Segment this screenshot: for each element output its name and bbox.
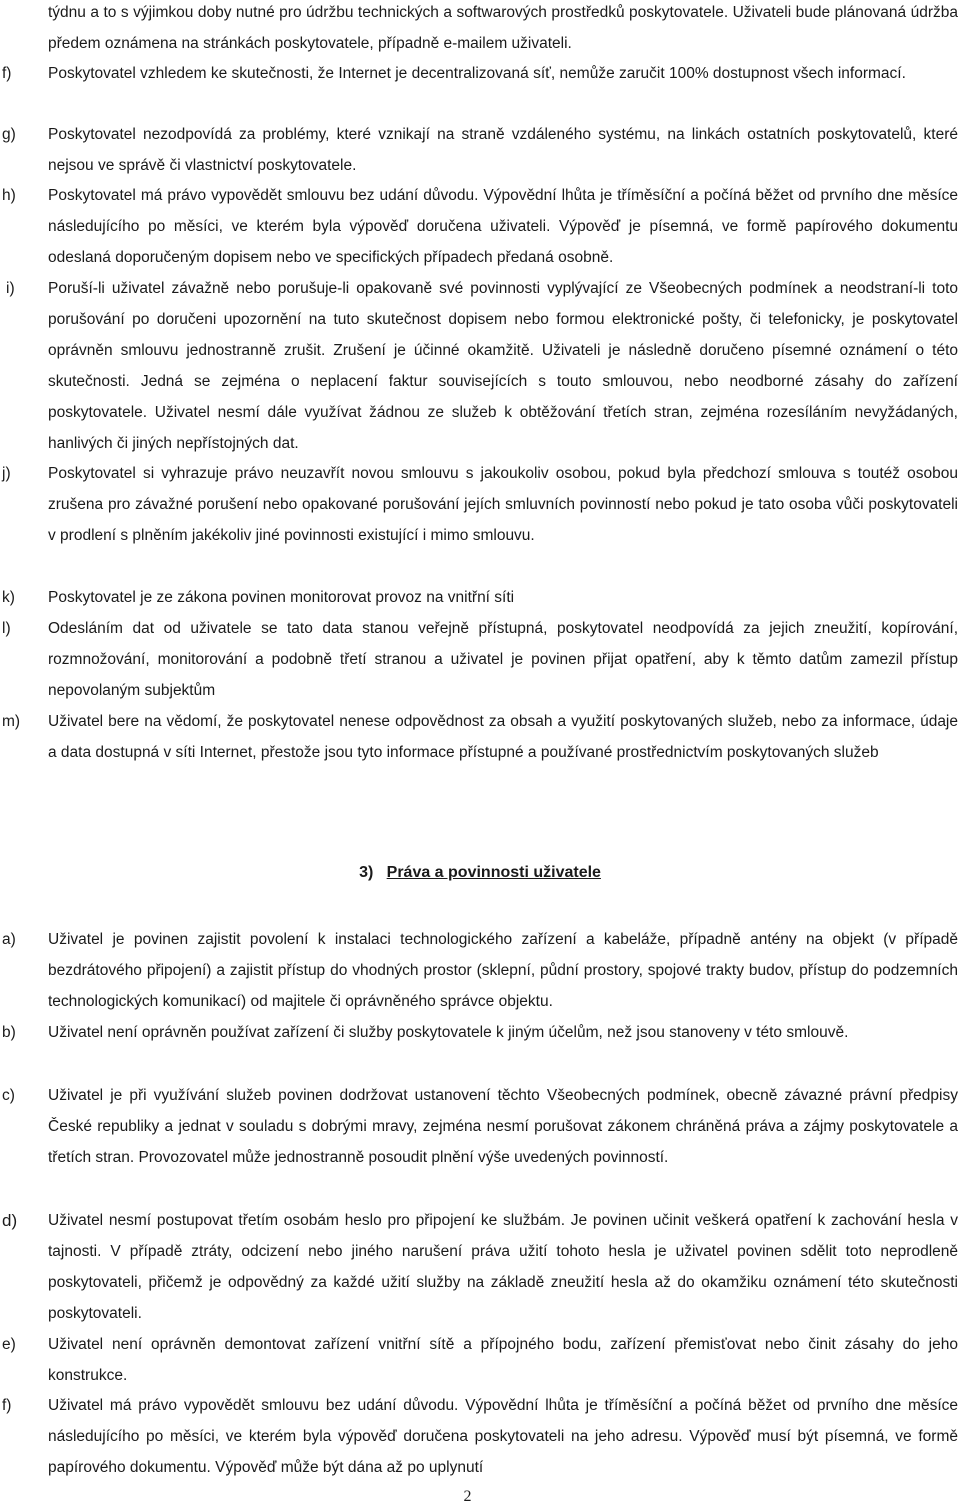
item-label: c) xyxy=(2,1087,15,1104)
paragraph-text: týdnu a to s výjimkou doby nutné pro údržbu technických a softwarových prostředků poskytovatele. Uživateli bude plánovaná údržba předem oznámena na stránkách poskytovatele, případně e-mailem uživateli. xyxy=(48,4,958,52)
item-label: a) xyxy=(2,931,16,948)
item-label: f) xyxy=(2,65,12,82)
item-text: Uživatel není oprávněn demontovat zařízení vnitřní sítě a přípojného bodu, zařízení přemisťovat nebo činit zásahy do jeho konstrukce. xyxy=(48,1336,958,1384)
item-text: Uživatel bere na vědomí, že poskytovatel nenese odpovědnost za obsah a využití poskytovaných služeb, nebo za informace, údaje a data dostupná v síti Internet, přestože jsou tyto informace přístupné a používané prostřednictvím poskytovaných služeb xyxy=(48,713,958,761)
item-label: m) xyxy=(2,713,21,730)
item-text: Poskytovatel si vyhrazuje právo neuzavřít novou smlouvu s jakoukoliv osobou, pokud byla předchozí smlouva s toutéž osobou zrušena pro závažné porušení nebo opakované porušování jejích smluvních povinností nebo pokud je tato osoba vůči poskytovateli v prodlení s plněním jakékoliv jiné povinnosti existující i mimo smlouvu. xyxy=(48,465,958,544)
item-label: i) xyxy=(6,280,15,297)
item-text: Uživatel nesmí postupovat třetím osobám heslo pro připojení ke službám. Je povinen učinit veškerá opatření k zachování hesla v tajnosti. V případě ztráty, odcizení nebo jiného narušení práva užití tohoto hesla je uživatel povinen sdělit toto neprodleně poskytovateli, přičemž je odpovědný za každé užití služby na základě zneužití hesla až do okamžiku oznámení této skutečnosti poskytovateli. xyxy=(48,1212,958,1322)
page-number: 2 xyxy=(463,1488,472,1505)
item-text: Uživatel je při využívání služeb povinen dodržovat ustanovení těchto Všeobecných podmínek, obecně závazné právní předpisy České republiky a jednat v souladu s dobrými mravy, zejména nesmí porušovat zákonem chráněná práva a zájmy poskytovatele a třetích stran. Provozovatel může jednostranně posoudit plnění výše uvedených povinností. xyxy=(48,1087,958,1166)
item-text: Poskytovatel nezodpovídá za problémy, které vznikají na straně vzdáleného systému, na linkách ostatních poskytovatelů, které nejsou ve správě či vlastnictví poskytovatele. xyxy=(48,126,958,174)
section-number: 3) xyxy=(359,864,374,881)
item-text: Uživatel má právo vypovědět smlouvu bez udání důvodu. Výpovědní lhůta je tříměsíční a počíná běžet od prvního dne měsíce následujícího po měsíci, ve kterém byla výpověď doručena poskytovateli na jeho adresu. Výpověď musí být písemná, ve formě papírového dokumentu. Výpověď může být dána až po uplynutí xyxy=(48,1397,958,1476)
item-text: Poskytovatel má právo vypovědět smlouvu bez udání důvodu. Výpovědní lhůta je tříměsíční a počíná běžet od prvního dne měsíce následujícího po měsíci, ve kterém byla výpověď doručena uživateli. Výpověď je písemná, ve formě papírového dokumentu odeslaná doporučeným dopisem nebo ve specifických případech předaná osobně. xyxy=(48,187,958,266)
item-label: k) xyxy=(2,589,15,606)
item-label: e) xyxy=(2,1336,16,1353)
item-text: Odesláním dat od uživatele se tato data stanou veřejně přístupná, poskytovatel neodpovídá za jejich zneužití, kopírování, rozmnožování, monitorování a podobně třetí stranou a uživatel je povinen přijat opatření, aby k těmto datům zamezil přístup nepovolaným subjektům xyxy=(48,620,958,699)
item-label: b) xyxy=(2,1024,16,1041)
section-title-text: Práva a povinnosti uživatele xyxy=(386,864,601,881)
item-text: Uživatel není oprávněn používat zařízení či služby poskytovatele k jiným účelům, než jsou stanoveny v této smlouvě. xyxy=(48,1024,849,1041)
item-label: g) xyxy=(2,126,16,143)
item-label: f) xyxy=(2,1397,12,1414)
section-heading xyxy=(0,864,960,882)
item-label: j) xyxy=(2,465,11,482)
item-label: h) xyxy=(2,187,16,204)
item-label: d) xyxy=(2,1211,18,1230)
item-text: Uživatel je povinen zajistit povolení k instalaci technologického zařízení a kabeláže, případně antény na objekt (v případě bezdrátového připojení) a zajistit přístup do vhodných prostor (sklepní, půdní prostory, spojové trakty budov, přístup do podzemních technologických komunikací) od majitele či oprávněného správce objektu. xyxy=(48,931,958,1010)
item-text: Poruší-li uživatel závažně nebo porušuje-li opakovaně své povinnosti vyplývající ze Všeobecných podmínek a neodstraní-li toto porušování po doručeni upozornění na tuto skutečnost dopisem nebo formou elektronické pošty, či telefonicky, je poskytovatel oprávněn smlouvu jednostranně zrušit. Zrušení je účinné okamžitě. Uživateli je následně doručeno písemné oznámení o této skutečnosti. Jedná se zejména o neplacení faktur souvisejících s touto smlouvou, nebo neodborné zásahy do zařízení poskytovatele. Uživatel nesmí dále využívat žádnou ze služeb k obtěžování třetích stran, zejména rozesíláním nevyžádaných, hanlivých či jiných nepřístojných dat. xyxy=(48,280,958,452)
item-text: Poskytovatel je ze zákona povinen monitorovat provoz na vnitřní síti xyxy=(48,589,515,606)
item-label: l) xyxy=(2,620,11,637)
item-text: Poskytovatel vzhledem ke skutečnosti, že Internet je decentralizovaná síť, nemůže zaručit 100% dostupnost všech informací. xyxy=(48,65,906,82)
